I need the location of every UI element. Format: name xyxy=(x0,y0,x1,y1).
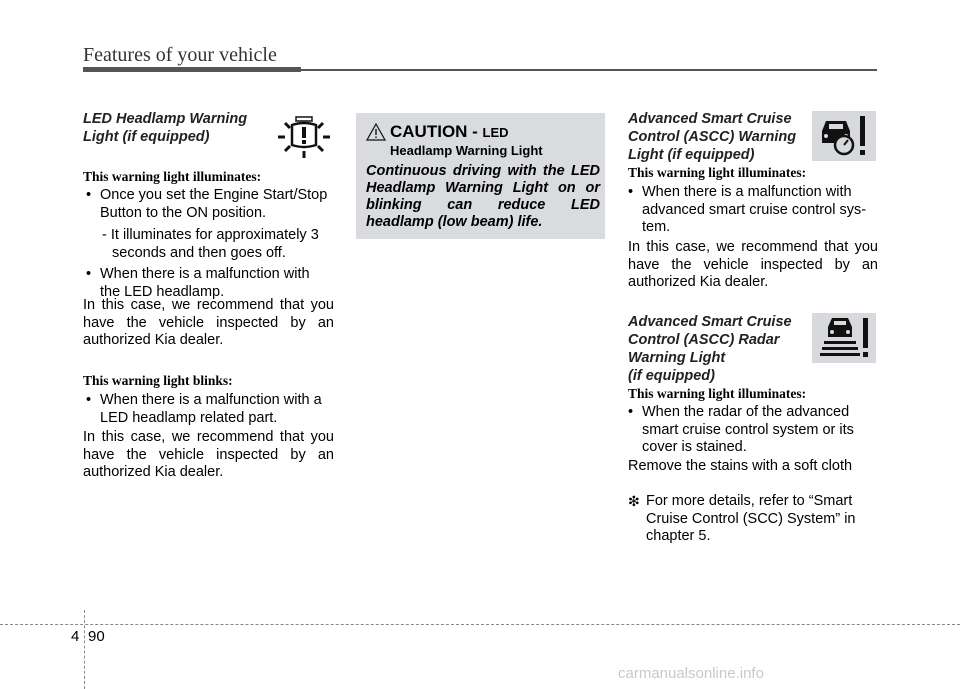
recommend-paragraph: In this case, we recommend that you have the vehicle inspected by an authorized Kia dealer. xyxy=(628,239,878,290)
ascc-radar-warning-icon xyxy=(812,313,876,363)
bullet-text: the LED headlamp. xyxy=(100,283,225,300)
ascc-warning-title xyxy=(628,110,796,164)
list-item xyxy=(86,392,334,427)
caution-label: CAUTION - xyxy=(390,122,483,141)
bullet-text: Button to the ON position. xyxy=(100,204,267,221)
title-line: Light (if equipped) xyxy=(628,147,755,163)
caution-heading xyxy=(390,122,509,142)
bullet-list xyxy=(86,392,334,427)
watermark: carmanualsonline.info xyxy=(618,665,764,682)
bullet-text: tem. xyxy=(642,219,671,235)
caution-body: Continuous driving with the LED Headlamp Warning Light on or blinking can reduce LED headlamp (low beam) life. xyxy=(366,163,600,230)
subitem-text: seconds and then goes off. xyxy=(112,244,286,261)
footer-divider xyxy=(84,610,85,689)
note-line: chapter 5. xyxy=(646,528,711,544)
title-line: Advanced Smart Cruise xyxy=(628,111,792,127)
note-line: Cruise Control (SCC) System” in xyxy=(646,510,856,527)
title-line: (if equipped) xyxy=(628,368,715,384)
led-headlamp-title xyxy=(83,110,247,146)
bullet-text: LED headlamp related part. xyxy=(100,409,278,426)
recommend-paragraph: In this case, we recommend that you have the vehicle inspected by an authorized Kia dealer. xyxy=(83,429,334,480)
title-line: Advanced Smart Cruise xyxy=(628,314,792,330)
illuminates-heading: This warning light illuminates: xyxy=(628,386,807,401)
bullet-list xyxy=(628,184,878,237)
title-line: LED Headlamp Warning xyxy=(83,111,248,127)
title-line: Light (if equipped) xyxy=(83,129,210,145)
bullet-text: • When the radar of the advanced xyxy=(642,404,850,420)
bullet-text: • Once you set the Engine Start/Stop xyxy=(100,187,328,203)
chapter-number: 4 xyxy=(71,628,80,645)
bullet-list xyxy=(628,404,878,457)
ascc-radar-title xyxy=(628,313,792,385)
header-title: Features of your vehicle xyxy=(83,44,277,66)
ascc-warning-icon xyxy=(812,111,876,161)
blinks-heading: This warning light blinks: xyxy=(83,373,233,388)
list-item xyxy=(86,187,334,222)
bullet-text: cover is stained. xyxy=(642,439,747,455)
note-mark-icon: ❇ xyxy=(628,493,640,509)
header-rule-thin xyxy=(301,69,877,71)
caution-box xyxy=(356,113,605,239)
note-line: For more details, refer to “Smart xyxy=(646,493,853,509)
list-item xyxy=(86,266,334,301)
caution-label-small: LED xyxy=(482,125,509,140)
led-headlamp-warning-icon xyxy=(274,111,334,163)
caution-subtitle: Headlamp Warning Light xyxy=(390,143,543,158)
title-line: Warning Light xyxy=(628,350,726,366)
title-line: Control (ASCC) Warning xyxy=(628,129,797,145)
bullet-text: advanced smart cruise control sys- xyxy=(642,201,867,218)
bullet-text: • When there is a malfunction with xyxy=(642,184,852,200)
title-line: Control (ASCC) Radar xyxy=(628,332,780,348)
bullet-list xyxy=(86,187,334,301)
illuminates-heading: This warning light illuminates: xyxy=(83,169,262,184)
footer-rule xyxy=(0,624,960,625)
remove-stains-paragraph: Remove the stains with a soft cloth xyxy=(628,458,853,474)
illuminates-heading: This warning light illuminates: xyxy=(628,165,807,180)
bullet-text: • When there is a malfunction with a xyxy=(100,392,322,408)
bullet-text: • When there is a malfunction with xyxy=(100,266,310,282)
recommend-paragraph: In this case, we recommend that you have the vehicle inspected by an authorized Kia dealer. xyxy=(83,297,334,348)
reference-note xyxy=(628,493,878,546)
page-number: 90 xyxy=(88,628,105,645)
list-item xyxy=(628,184,878,237)
caution-triangle-icon xyxy=(366,123,386,141)
header-rule xyxy=(83,67,301,72)
bullet-text: smart cruise control system or its xyxy=(642,421,854,438)
subitem-text: - It illuminates for approximately 3 xyxy=(102,227,319,243)
note-text xyxy=(628,493,878,546)
list-subitem xyxy=(86,227,334,262)
list-item xyxy=(628,404,878,457)
